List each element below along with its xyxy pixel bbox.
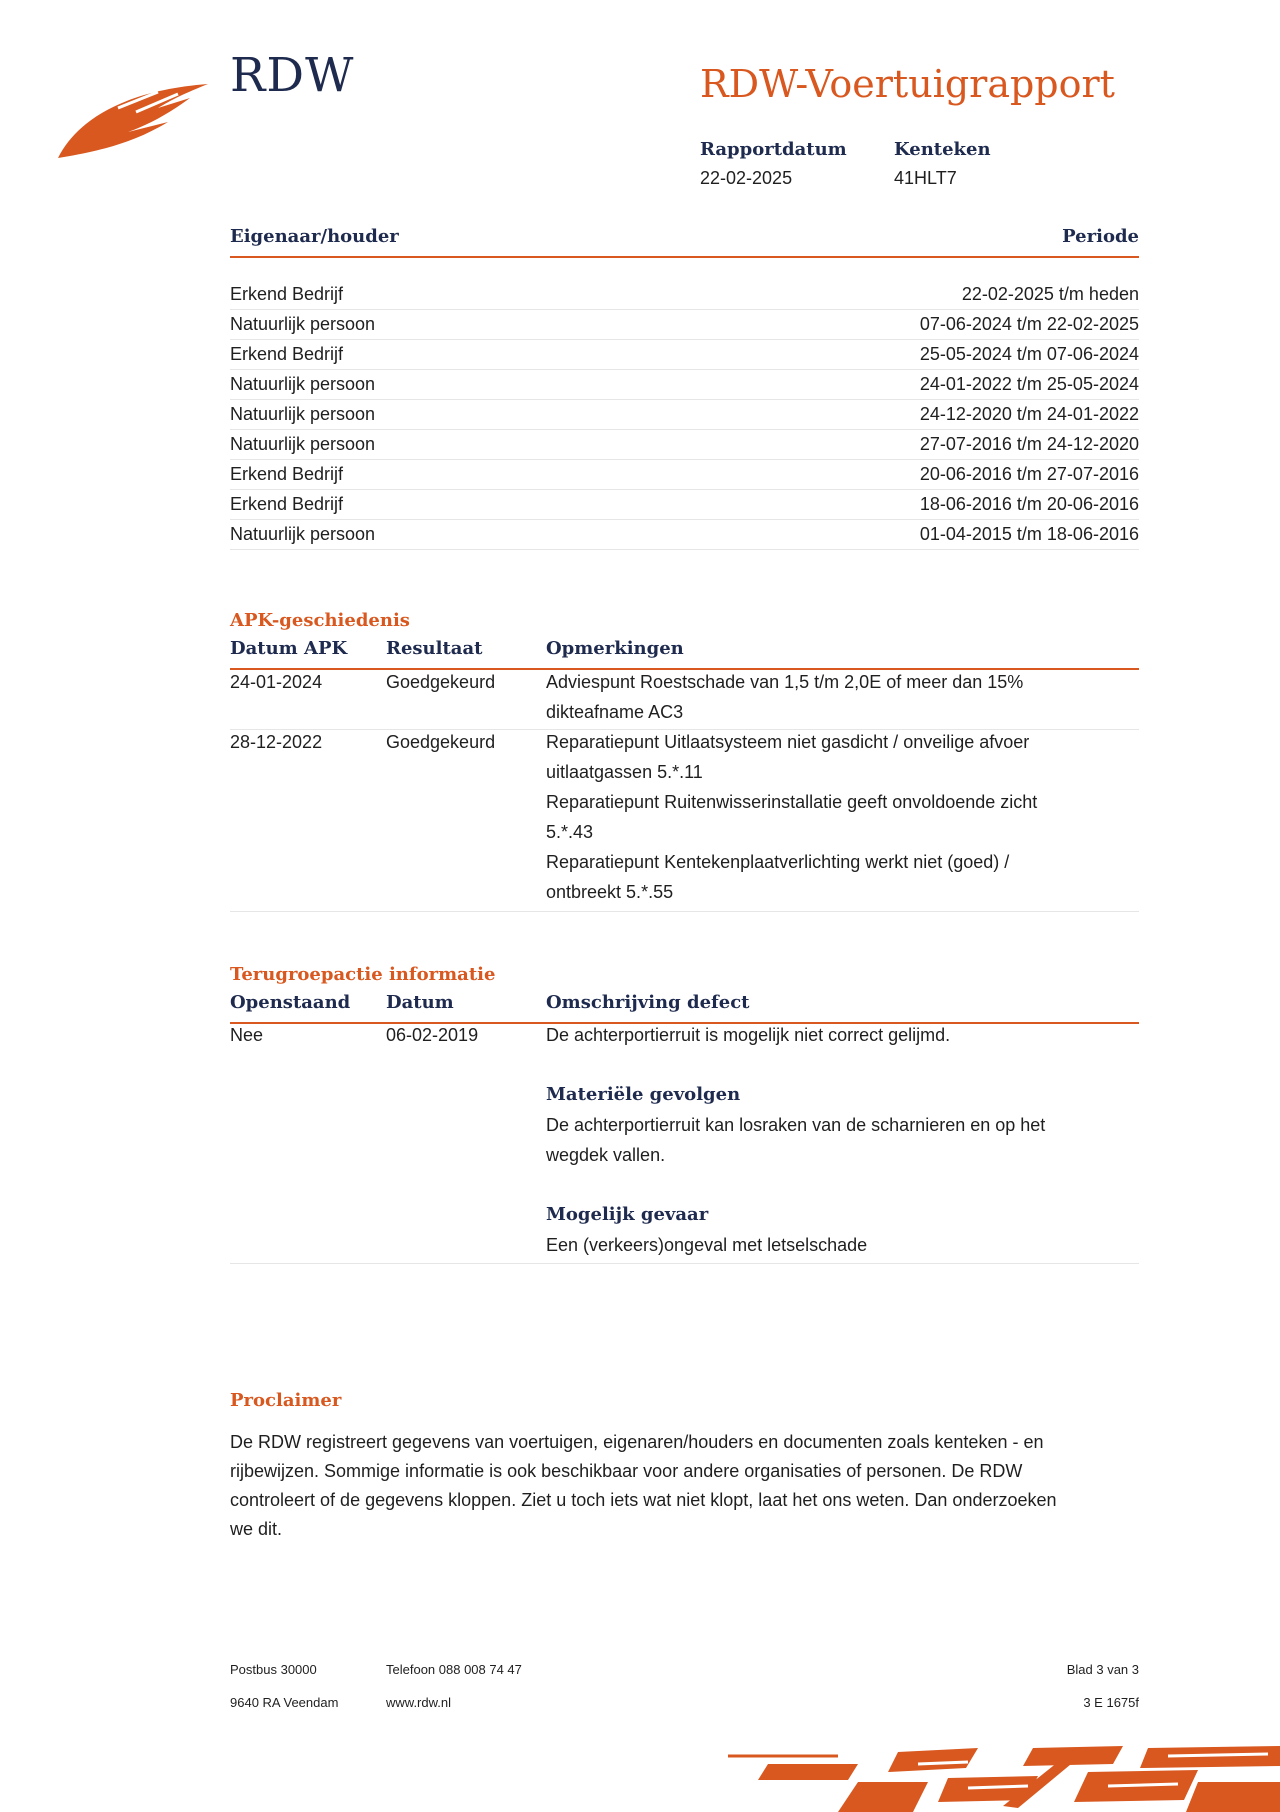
recall-date-column-header: Datum <box>386 992 454 1013</box>
owner-cell: Erkend Bedrijf <box>230 344 344 364</box>
period-cell: 01-04-2015 t/m 18-06-2016 <box>919 524 1139 544</box>
proclaimer-text <box>230 1428 1130 1544</box>
owner-cell: Natuurlijk persoon <box>230 314 376 334</box>
plate-value: 41HLT7 <box>894 168 957 188</box>
consequences-line: De achterportierruit kan losraken van de scharnieren en op het <box>546 1115 1046 1135</box>
plate-label: Kenteken <box>894 139 991 160</box>
period-cell: 07-06-2024 t/m 22-02-2025 <box>919 314 1139 334</box>
rdw-logo-text: RDW <box>230 48 355 103</box>
footer-city: 9640 RA Veendam <box>230 1695 339 1710</box>
apk-remark-line: Adviespunt Roestschade van 1,5 t/m 2,0E of meer dan 15% <box>546 672 1024 692</box>
apk-remark-line: uitlaatgassen 5.*.11 <box>546 762 703 782</box>
apk-result-cell: Goedgekeurd <box>386 672 496 692</box>
recall-description: De achterportierruit is mogelijk niet correct gelijmd. <box>546 1025 951 1045</box>
apk-result-cell: Goedgekeurd <box>386 732 496 752</box>
apk-date-cell: 24-01-2024 <box>230 672 323 692</box>
table-row <box>230 430 1139 460</box>
proclaimer-line: rijbewijzen. Sommige informatie is ook beschikbaar voor andere organisaties of personen. De RDW <box>230 1461 1023 1481</box>
table-row <box>230 310 1139 340</box>
report-date-value: 22-02-2025 <box>700 168 793 188</box>
period-cell: 18-06-2016 t/m 20-06-2016 <box>919 494 1139 514</box>
table-row <box>230 340 1139 370</box>
apk-remark-line: dikteafname AC3 <box>546 702 684 722</box>
apk-date-column-header: Datum APK <box>230 638 348 659</box>
period-cell: 20-06-2016 t/m 27-07-2016 <box>919 464 1139 484</box>
consequences-line: wegdek vallen. <box>546 1145 666 1165</box>
apk-remark-line: Reparatiepunt Kentekenplaatverlichting werkt niet (goed) / <box>546 852 1010 872</box>
table-row <box>230 280 1139 310</box>
recall-section-title: Terugroepactie informatie <box>230 964 496 985</box>
footer-page-number: Blad 3 van 3 <box>1066 1662 1139 1677</box>
consequences-heading: Materiële gevolgen <box>546 1084 741 1105</box>
owner-cell: Natuurlijk persoon <box>230 374 376 394</box>
proclaimer-line: De RDW registreert gegevens van voertuigen, eigenaren/houders en documenten zoals kenteken - en <box>230 1432 1044 1452</box>
apk-table-header <box>230 634 1139 670</box>
rdw-logo-mark <box>58 78 208 160</box>
footer-phone: Telefoon 088 008 74 47 <box>386 1662 522 1677</box>
recall-table-header <box>230 988 1139 1024</box>
table-row <box>230 460 1139 490</box>
danger-text: Een (verkeers)ongeval met letselschade <box>546 1235 868 1255</box>
footer-postbus: Postbus 30000 <box>230 1662 317 1677</box>
recall-row-divider <box>230 1263 1139 1264</box>
page-title: RDW-Voertuigrapport <box>700 62 1115 106</box>
owner-cell: Erkend Bedrijf <box>230 494 344 514</box>
proclaimer-line: controleert of de gegevens kloppen. Ziet u toch iets wat niet klopt, laat het ons weten. Dan onderzoeken <box>230 1490 1057 1510</box>
recall-description-column-header: Omschrijving defect <box>546 992 750 1013</box>
footer-code: 3 E 1675f <box>1083 1695 1139 1710</box>
owner-cell: Natuurlijk persoon <box>230 434 376 454</box>
owner-cell: Erkend Bedrijf <box>230 284 344 304</box>
apk-section-title: APK-geschiedenis <box>230 610 410 631</box>
table-row <box>230 490 1139 520</box>
owner-column-header: Eigenaar/houder <box>230 226 399 247</box>
apk-date-cell: 28-12-2022 <box>230 732 323 752</box>
proclaimer-title: Proclaimer <box>230 1390 342 1411</box>
apk-remarks-column-header: Opmerkingen <box>546 638 684 659</box>
owners-table-header <box>230 220 1139 258</box>
report-date-label: Rapportdatum <box>700 139 847 160</box>
apk-row-divider <box>230 911 1139 912</box>
owner-cell: Natuurlijk persoon <box>230 404 376 424</box>
period-cell: 27-07-2016 t/m 24-12-2020 <box>919 434 1139 454</box>
apk-remark-line: ontbreekt 5.*.55 <box>546 882 674 902</box>
period-column-header: Periode <box>1062 226 1139 247</box>
recall-open-cell: Nee <box>230 1025 264 1045</box>
apk-remark-line: 5.*.43 <box>546 822 594 842</box>
recall-date-cell: 06-02-2019 <box>386 1025 479 1045</box>
period-cell: 24-12-2020 t/m 24-01-2022 <box>919 404 1139 424</box>
proclaimer-line: we dit. <box>230 1519 283 1539</box>
owner-cell: Erkend Bedrijf <box>230 464 344 484</box>
apk-result-column-header: Resultaat <box>386 638 483 659</box>
danger-heading: Mogelijk gevaar <box>546 1204 709 1225</box>
owner-cell: Natuurlijk persoon <box>230 524 376 544</box>
period-cell: 25-05-2024 t/m 07-06-2024 <box>919 344 1139 364</box>
period-cell: 22-02-2025 t/m heden <box>961 284 1139 304</box>
table-row <box>230 520 1139 550</box>
apk-remark-line: Reparatiepunt Ruitenwisserinstallatie geeft onvoldoende zicht <box>546 792 1038 812</box>
period-cell: 24-01-2022 t/m 25-05-2024 <box>919 374 1139 394</box>
table-row <box>230 400 1139 430</box>
rdw-stripes-logo-mark <box>728 1742 1280 1812</box>
apk-remark-line: Reparatiepunt Uitlaatsysteem niet gasdicht / onveilige afvoer <box>546 732 1030 752</box>
table-row <box>230 370 1139 400</box>
recall-open-column-header: Openstaand <box>230 992 351 1013</box>
footer-website: www.rdw.nl <box>386 1695 452 1710</box>
